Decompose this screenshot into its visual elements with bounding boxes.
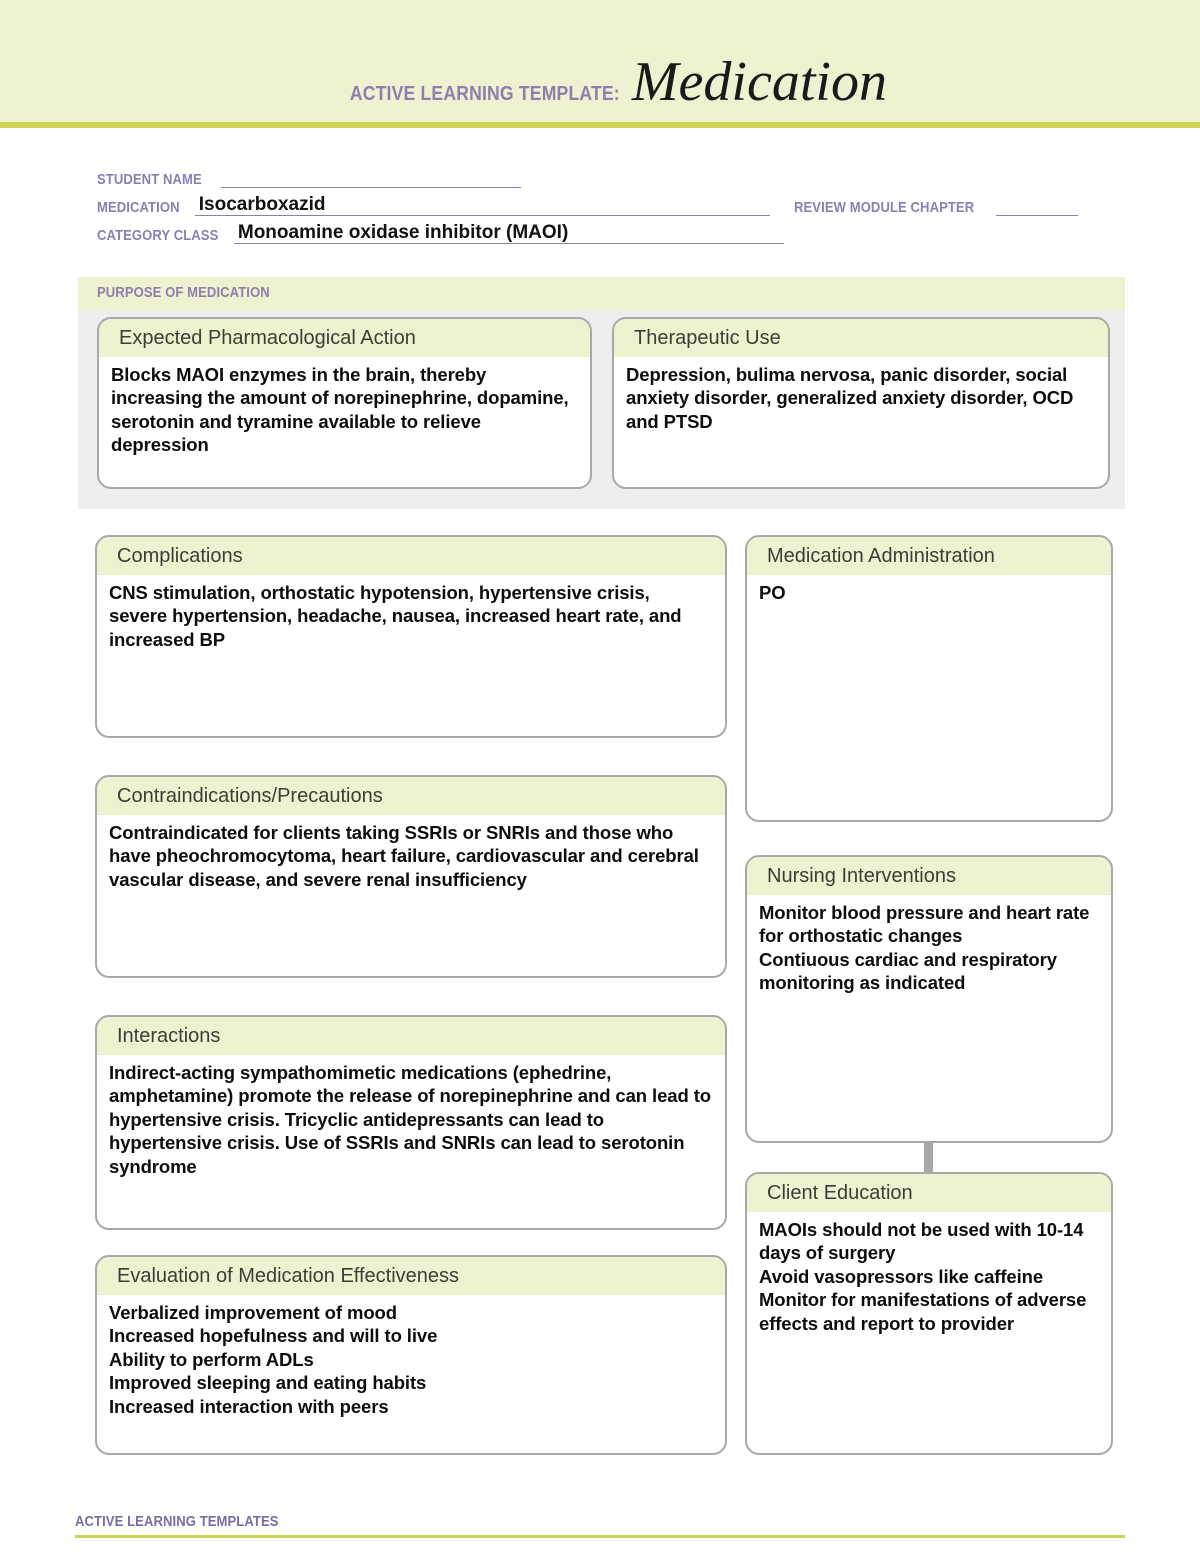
card-client-education [745, 1172, 1113, 1455]
card-evaluation-of-medication-effectiveness [95, 1255, 727, 1455]
header [0, 0, 1200, 122]
card-heading: Complications [97, 537, 725, 575]
card-complications [95, 535, 727, 738]
card-therapeutic-use [612, 317, 1110, 489]
card-body: Blocks MAOI enzymes in the brain, thereby increasing the amount of norepinephrine, dopamine, serotonin and tyramine available to relieve depression [111, 364, 569, 456]
review-module-row [794, 195, 1078, 216]
header-accent-rule [0, 122, 1200, 128]
student-name-label: STUDENT NAME [97, 172, 202, 188]
student-name-row [0, 160, 1200, 188]
card-body: Indirect-acting sympathomimetic medications (ephedrine, amphetamine) promote the release of norepinephrine and can lead to hypertensive crisis. Tricyclic antidepressants can lead to hypertensive crisis. Use of SSRIs and SNRIs can lead to serotonin syndrome [109, 1062, 711, 1177]
card-body [97, 1295, 725, 1426]
body-line: Improved sleeping and eating habits [109, 1372, 427, 1394]
student-name-input[interactable] [221, 167, 521, 188]
card-heading: Interactions [97, 1017, 725, 1055]
card-body: CNS stimulation, orthostatic hypotension, hypertensive crisis, severe hypertension, headache, nausea, increased heart rate, and increased BP [109, 582, 682, 650]
medication-value: Isocarboxazid [198, 194, 326, 215]
category-class-label: CATEGORY CLASS [97, 228, 219, 244]
card-body: PO [759, 582, 786, 603]
footer-accent-rule [75, 1535, 1125, 1538]
card-nursing-interventions [745, 855, 1113, 1143]
card-body: Contraindicated for clients taking SSRIs or SNRIs and those who have pheochromocytoma, heart failure, cardiovascular and cerebral vascular disease, and severe renal insufficiency [109, 822, 699, 890]
card-interactions [95, 1015, 727, 1230]
card-medication-administration [745, 535, 1113, 822]
body-line: Increased interaction with peers [109, 1395, 389, 1417]
body-line: Monitor blood pressure and heart rate for orthostatic changes [759, 902, 1090, 947]
page-title: Medication [631, 51, 887, 113]
medication-row [0, 188, 1200, 216]
card-heading: Contraindications/Precautions [97, 777, 725, 815]
card-heading: Expected Pharmacological Action [99, 319, 590, 357]
medication-input[interactable] [195, 195, 770, 216]
card-contraindications-precautions [95, 775, 727, 978]
category-class-row [0, 216, 1200, 244]
card-body [747, 1212, 1111, 1343]
purpose-of-medication-title: PURPOSE OF MEDICATION [97, 285, 270, 301]
body-line: MAOIs should not be used with 10-14 days of surgery [759, 1219, 1084, 1264]
body-line: Avoid vasopressors like caffeine [759, 1265, 1044, 1287]
review-module-label: REVIEW MODULE CHAPTER [793, 200, 975, 216]
medication-label: MEDICATION [97, 200, 180, 216]
review-module-value [996, 214, 1000, 215]
body-line: Increased hopefulness and will to live [109, 1325, 438, 1347]
card-heading: Therapeutic Use [614, 319, 1108, 357]
body-line: Verbalized improvement of mood [109, 1302, 397, 1323]
card-expected-pharmacological-action [97, 317, 592, 489]
body-line: Monitor for manifestations of adverse effects and report to provider [759, 1289, 1087, 1334]
card-body [747, 895, 1111, 1003]
card-connector-line [924, 1141, 933, 1174]
card-heading: Nursing Interventions [747, 857, 1111, 895]
category-class-value: Monoamine oxidase inhibitor (MAOI) [237, 222, 569, 243]
review-module-input[interactable] [996, 195, 1078, 216]
card-heading: Client Education [747, 1174, 1111, 1212]
body-line: Ability to perform ADLs [109, 1348, 314, 1370]
card-body: Depression, bulima nervosa, panic disorder, social anxiety disorder, generalized anxiety disorder, OCD and PTSD [626, 364, 1074, 432]
card-heading: Medication Administration [747, 537, 1111, 575]
category-class-input[interactable] [234, 223, 784, 244]
footer-brand-label: ACTIVE LEARNING TEMPLATES [75, 1514, 279, 1530]
body-line: Contiuous cardiac and respiratory monitoring as indicated [759, 948, 1057, 994]
card-heading: Evaluation of Medication Effectiveness [97, 1257, 725, 1295]
student-name-value [221, 186, 225, 187]
form-fields [0, 160, 1200, 244]
template-eyebrow-label: ACTIVE LEARNING TEMPLATE: [349, 83, 620, 105]
